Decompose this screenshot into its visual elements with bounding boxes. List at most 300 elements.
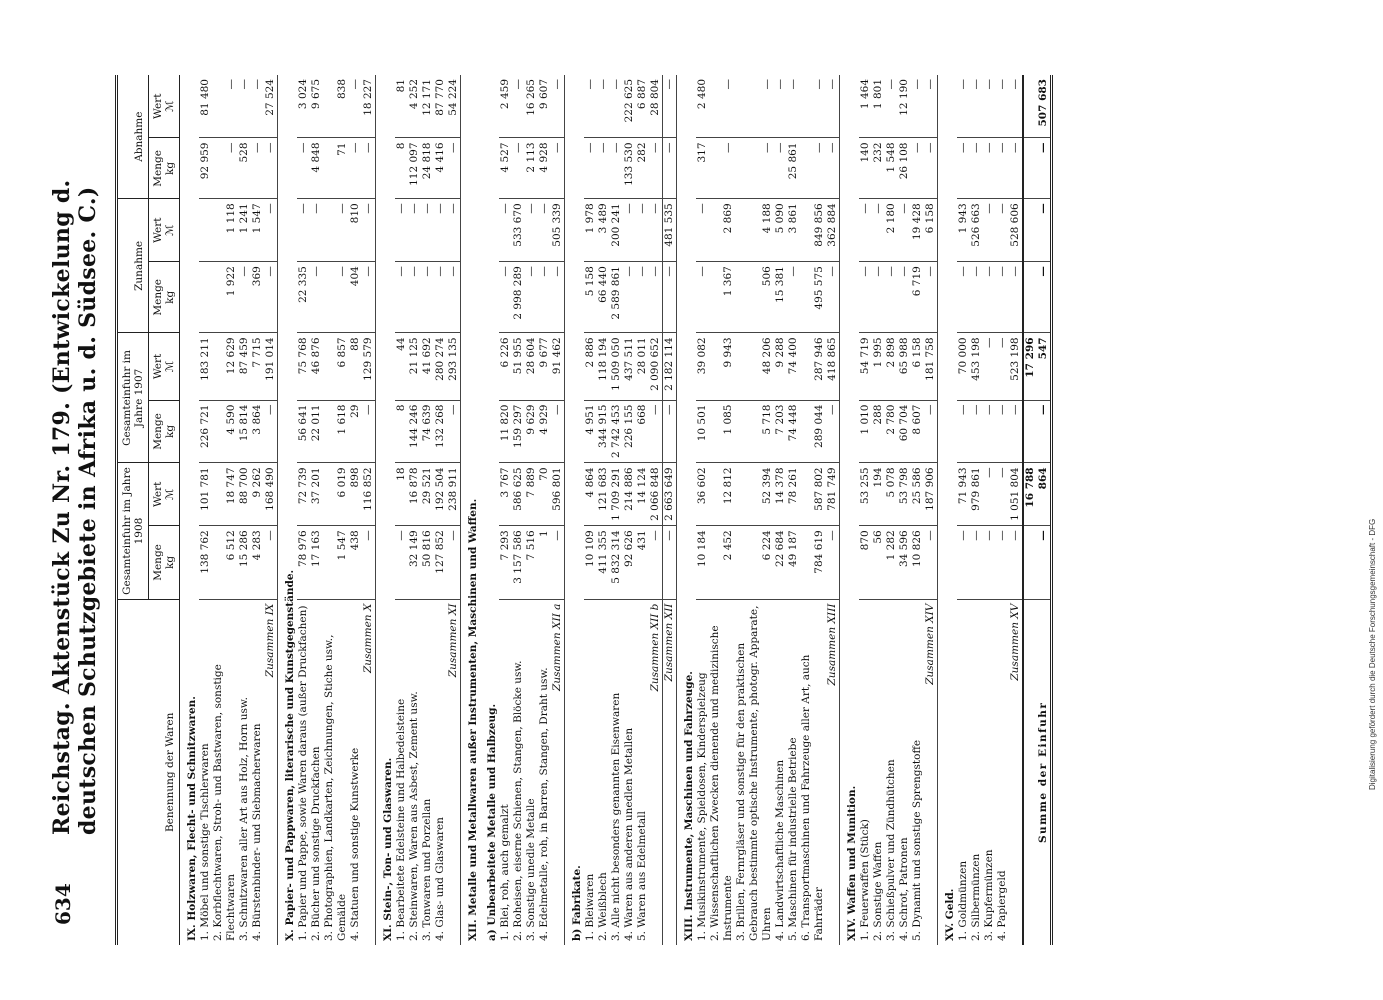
row-description: 2. Bücher und sonstige Druckfachen — [310, 746, 322, 941]
table-row — [499, 75, 512, 945]
table-row — [310, 75, 323, 945]
column-header-zunahme: Zunahme — [117, 199, 149, 333]
table-cell: — — [434, 199, 447, 262]
table-cell: 5 832 314 — [610, 526, 623, 599]
table-cell: — — [447, 199, 461, 262]
section-heading-row — [376, 75, 396, 945]
subheader-label: Wert — [152, 217, 164, 243]
row-description: 4. Edelmetalle, roh, in Barren, Stangen, Draht usw. — [538, 667, 550, 941]
table-cell: 17 296 547 — [1023, 333, 1052, 400]
table-cell: 7 203 — [774, 400, 787, 463]
table-cell: — — [636, 199, 649, 262]
table-cell: 9 629 — [525, 400, 538, 463]
table-cell: 56 641 — [297, 400, 310, 463]
page-number: 634 — [51, 883, 75, 925]
subheader-label: Menge — [152, 544, 164, 581]
table-cell: 187 906 — [924, 463, 938, 526]
table-cell: — — [983, 400, 996, 463]
section-heading-row — [278, 75, 298, 945]
table-cell: 78 261 — [787, 463, 800, 526]
table-cell: 12 171 — [421, 75, 434, 138]
subtotal-row — [264, 75, 278, 945]
subtotal-row — [649, 75, 663, 945]
subtotal-row — [551, 75, 565, 945]
subtotal-row — [826, 75, 840, 945]
column-subheader-menge — [149, 526, 180, 599]
table-cell: 32 149 — [408, 526, 421, 599]
table-cell: 9 607 — [538, 75, 551, 138]
table-cell: 3 489 — [597, 199, 610, 262]
table-cell: 1 464 — [859, 75, 872, 138]
subheader-label: Wert — [152, 353, 164, 380]
table-cell: 28 604 — [525, 333, 538, 400]
table-cell: 70 000 — [957, 333, 970, 400]
table-cell: — — [649, 199, 663, 262]
table-cell: — — [623, 262, 636, 333]
table-row — [709, 75, 735, 945]
table-cell: — — [551, 400, 565, 463]
table-cell: 404 — [349, 262, 362, 333]
table-cell: 8 607 — [911, 400, 924, 463]
table-cell: — — [996, 138, 1009, 199]
row-description: a) Unbearbeitete Metalle und Halbzeug. — [486, 703, 498, 941]
table-cell: 526 663 — [970, 199, 983, 262]
table-cell: — — [362, 199, 376, 262]
table-cell: — — [212, 75, 238, 138]
table-cell: — — [996, 199, 1009, 262]
table-cell: — — [499, 262, 512, 333]
table-cell: 453 198 — [970, 333, 983, 400]
table-cell: 29 521 — [421, 463, 434, 526]
table-cell: 22 335 — [297, 262, 310, 333]
table-cell: — — [525, 262, 538, 333]
column-header-1907: Gesamteinfuhr im Jahre 1907 — [117, 333, 149, 463]
table-cell: — — [251, 138, 264, 199]
page-header — [35, 65, 101, 945]
table-cell: 8 — [395, 400, 408, 463]
table-cell: 26 108 — [898, 138, 911, 199]
table-cell: — — [826, 400, 840, 463]
table-cell: 362 884 — [826, 199, 840, 262]
table-cell: 116 852 — [362, 463, 376, 526]
table-cell: — — [911, 138, 924, 199]
table-cell: 200 241 — [610, 199, 623, 262]
subheader-unit: ℳ — [164, 224, 176, 236]
row-description: 2. Silbermünzen — [970, 853, 982, 941]
table-cell: 44 — [395, 333, 408, 400]
table-cell: 118 194 — [597, 333, 610, 400]
table-cell: 2 663 649 — [663, 463, 677, 526]
table-cell: 533 670 — [512, 199, 525, 262]
table-cell: — — [774, 138, 787, 199]
table-cell: — — [264, 199, 278, 262]
table-cell: — — [826, 262, 840, 333]
table-cell: 1 801 — [872, 75, 885, 138]
row-description: Summe der Einfuhr — [1023, 599, 1052, 945]
table-cell: — — [911, 75, 924, 138]
table-cell: — — [525, 199, 538, 262]
table-cell: 34 596 — [898, 526, 911, 599]
table-cell: 6 226 — [499, 333, 512, 400]
table-cell: 53 798 — [898, 463, 911, 526]
section-heading-row — [480, 75, 499, 945]
table-cell: — — [696, 199, 709, 262]
table-cell: — — [362, 262, 376, 333]
table-cell: 4 590 — [212, 400, 238, 463]
table-cell: 287 946 — [800, 333, 826, 400]
table-cell: — — [264, 526, 278, 599]
table-cell: 849 856 — [800, 199, 826, 262]
table-cell: 1 618 — [323, 400, 349, 463]
table-cell: 1 282 — [885, 526, 898, 599]
subtotal-row — [447, 75, 461, 945]
row-description: XV. Geld. — [944, 888, 956, 941]
row-description: Zusammen XII — [663, 599, 677, 945]
table-cell: — — [447, 526, 461, 599]
table-cell: 586 625 — [512, 463, 525, 526]
table-cell: — — [826, 75, 840, 138]
table-cell: — — [983, 333, 996, 400]
row-description: 2. Weißblech — [597, 872, 609, 941]
table-body — [180, 75, 1052, 945]
table-cell: 112 097 — [408, 138, 421, 199]
table-cell: — — [898, 262, 911, 333]
row-description: 4. Statuen und sonstige Kunstwerke — [349, 747, 361, 941]
row-description: XI. Stein-, Ton- und Glaswaren. — [382, 757, 394, 941]
table-cell: 12 812 — [709, 463, 735, 526]
section-heading-row — [180, 75, 200, 945]
table-cell: — — [1023, 400, 1052, 463]
table-cell: 88 700 — [238, 463, 251, 526]
row-description: 3. Photographien, Landkarten, Zeichnungen, Stiche usw., Gemälde — [323, 634, 348, 941]
table-cell: — — [709, 138, 735, 199]
table-cell: 1 085 — [709, 400, 735, 463]
table-cell: 71 943 — [957, 463, 970, 526]
table-cell: — — [362, 138, 376, 199]
table-cell: — — [970, 526, 983, 599]
table-cell: 15 381 — [774, 262, 787, 333]
table-cell: 92 626 — [623, 526, 636, 599]
subheader-label: Menge — [152, 278, 164, 316]
row-description: 4. Schrot, Patronen — [898, 837, 910, 941]
subheader-unit: kg — [164, 555, 176, 569]
table-cell: 4 283 — [251, 526, 264, 599]
table-cell: 2 886 — [584, 333, 597, 400]
table-cell: — — [538, 199, 551, 262]
table-cell: — — [663, 262, 677, 333]
table-cell: 27 524 — [264, 75, 278, 138]
table-cell: 1 943 — [957, 199, 970, 262]
grand-total-row — [1023, 75, 1052, 945]
row-description: 5. Maschinen für industrielle Betriebe — [787, 737, 799, 941]
table-cell: 29 — [349, 400, 362, 463]
table-cell: 495 575 — [800, 262, 826, 333]
table-cell: — — [251, 75, 264, 138]
table-cell: 4 416 — [434, 138, 447, 199]
row-description: Zusammen XV — [1009, 599, 1023, 945]
table-cell: 4 252 — [408, 75, 421, 138]
table-cell: — — [735, 138, 774, 199]
table-cell: — — [996, 75, 1009, 138]
table-cell: 191 014 — [264, 333, 278, 400]
table-cell: 18 227 — [362, 75, 376, 138]
table-cell: 48 206 — [735, 333, 774, 400]
table-cell: — — [996, 526, 1009, 599]
table-cell: 70 — [538, 463, 551, 526]
table-row — [395, 75, 408, 945]
table-cell: — — [395, 526, 408, 599]
table-row — [623, 75, 636, 945]
table-cell: 81 480 — [199, 75, 212, 138]
table-cell: 10 826 — [911, 526, 924, 599]
subtotal-row — [1009, 75, 1023, 945]
table-cell: — — [649, 138, 663, 199]
table-cell: 49 187 — [787, 526, 800, 599]
row-description: XIII. Instrumente, Maschinen und Fahrzeuge. — [683, 671, 695, 941]
table-cell: 129 579 — [362, 333, 376, 400]
table-cell: — — [264, 138, 278, 199]
table-cell: 92 959 — [199, 138, 212, 199]
table-cell: 810 — [349, 199, 362, 262]
table-cell: — — [859, 262, 872, 333]
row-description: 2. Korbflechtwaren, Stroh- und Bastwaren, sonstige Flechtwaren — [212, 664, 237, 941]
table-cell: 11 820 — [499, 400, 512, 463]
table-cell: 25 861 — [787, 138, 800, 199]
table-cell: 1 548 — [885, 138, 898, 199]
table-cell: — — [663, 526, 677, 599]
subheader-unit: ℳ — [164, 100, 176, 112]
table-cell: — — [538, 262, 551, 333]
table-cell: — — [924, 400, 938, 463]
table-cell: — — [663, 400, 677, 463]
table-cell: 4 928 — [538, 138, 551, 199]
table-cell: 668 — [636, 400, 649, 463]
table-row — [636, 75, 649, 945]
table-cell: 2 480 — [696, 75, 709, 138]
table-row — [349, 75, 362, 945]
row-description: 3. Schießpulver und Zündhütchen — [885, 759, 897, 941]
table-cell: 66 440 — [597, 262, 610, 333]
row-description: 1. Bearbeitete Edelsteine und Halbedelsteine — [395, 698, 407, 941]
table-cell: — — [447, 400, 461, 463]
table-cell: — — [610, 75, 623, 138]
table-cell: — — [1023, 138, 1052, 199]
table-cell: 10 109 — [584, 526, 597, 599]
table-cell: 2 113 — [525, 138, 538, 199]
table-cell — [199, 199, 212, 262]
table-cell: — — [649, 400, 663, 463]
subheader-label: Menge — [152, 413, 164, 450]
table-cell: 781 749 — [826, 463, 840, 526]
table-cell: 28 804 — [649, 75, 663, 138]
table-row — [408, 75, 421, 945]
table-cell: — — [774, 75, 787, 138]
table-cell: — — [512, 75, 525, 138]
table-cell: 192 504 — [434, 463, 447, 526]
table-cell: 56 — [872, 526, 885, 599]
table-cell: 17 163 — [310, 526, 323, 599]
column-subheader-wert — [149, 199, 180, 262]
table-cell: — — [957, 526, 970, 599]
row-description: 1. Papier und Pappe, sowie Waren daraus (außer Druckfachen) — [297, 605, 309, 941]
subheader-unit: ℳ — [164, 488, 176, 500]
table-cell: 1 547 — [251, 199, 264, 262]
subtotal-row — [663, 75, 677, 945]
column-subheader-menge — [149, 400, 180, 463]
table-cell: 88 — [349, 333, 362, 400]
table-cell: — — [323, 262, 349, 333]
table-cell: 1 547 — [323, 526, 349, 599]
column-subheader-menge — [149, 262, 180, 333]
table-cell: 784 619 — [800, 526, 826, 599]
table-row — [957, 75, 970, 945]
table-cell: 10 184 — [696, 526, 709, 599]
table-cell: 87 459 — [238, 333, 251, 400]
column-subheader-wert — [149, 463, 180, 526]
table-cell: — — [800, 138, 826, 199]
table-cell: 523 198 — [1009, 333, 1023, 400]
table-cell: 54 719 — [859, 333, 872, 400]
row-description: 6. Transportmaschinen und Fahrzeuge aller Art, auch Fahrräder — [800, 654, 825, 941]
row-description: 3. Kupfermünzen — [983, 849, 995, 941]
table-cell: 317 — [696, 138, 709, 199]
table-row — [735, 75, 774, 945]
table-cell: — — [597, 138, 610, 199]
subheader-unit: kg — [164, 161, 176, 175]
table-cell: — — [957, 400, 970, 463]
table-cell: 91 462 — [551, 333, 565, 400]
row-description: 1. Bleiwaren — [584, 873, 596, 941]
row-description: b) Fabrikate. — [571, 865, 583, 941]
table-cell: 4 929 — [538, 400, 551, 463]
table-cell: 16 878 — [408, 463, 421, 526]
table-cell: — — [983, 526, 996, 599]
column-subheader-menge — [149, 138, 180, 199]
column-subheader-wert — [149, 75, 180, 138]
row-description: IX. Holzwaren, Flecht- und Schnitzwaren. — [186, 696, 198, 941]
table-cell: 3 024 — [297, 75, 310, 138]
column-subheader-wert — [149, 333, 180, 400]
table-cell: 369 — [251, 262, 264, 333]
table-cell: 2 742 453 — [610, 400, 623, 463]
table-cell: 14 124 — [636, 463, 649, 526]
table-cell: 127 852 — [434, 526, 447, 599]
table-cell: 7 516 — [525, 526, 538, 599]
table-cell: 3 157 586 — [512, 526, 525, 599]
table-cell: 6 158 — [924, 199, 938, 262]
table-row — [538, 75, 551, 945]
table-cell: — — [1009, 526, 1023, 599]
table-cell: 6 512 — [212, 526, 238, 599]
table-cell: — — [349, 138, 362, 199]
row-description: 4. Glas- und Glaswaren — [434, 817, 446, 941]
row-description: Zusammen XII a — [551, 599, 565, 945]
table-cell: 9 288 — [774, 333, 787, 400]
table-cell: 528 606 — [1009, 199, 1023, 262]
table-cell: 144 246 — [408, 400, 421, 463]
table-cell: — — [970, 262, 983, 333]
row-description: 1. Musikinstrumente, Spieldosen, Kinderspielzeug — [696, 672, 708, 941]
subheader-label: Menge — [152, 150, 164, 187]
table-row — [434, 75, 447, 945]
table-cell: 411 355 — [597, 526, 610, 599]
table-cell: — — [996, 333, 1009, 400]
section-heading-row — [938, 75, 958, 945]
table-row — [696, 75, 709, 945]
table-cell: — — [924, 138, 938, 199]
table-cell: 12 629 — [212, 333, 238, 400]
table-cell: 60 704 — [898, 400, 911, 463]
table-cell: 2 182 114 — [663, 333, 677, 400]
table-cell: 87 770 — [434, 75, 447, 138]
table-cell: 6 857 — [323, 333, 349, 400]
table-cell: — — [310, 199, 323, 262]
table-cell: 4 527 — [499, 138, 512, 199]
table-cell: — — [421, 262, 434, 333]
table-cell: — — [1009, 400, 1023, 463]
table-cell: — — [898, 199, 911, 262]
table-cell: 12 190 — [898, 75, 911, 138]
row-description: Zusammen IX — [264, 599, 278, 945]
table-cell: 2 459 — [499, 75, 512, 138]
table-cell: 2 180 — [885, 199, 898, 262]
table-row — [774, 75, 787, 945]
table-cell: — — [663, 138, 677, 199]
table-cell: — — [983, 463, 996, 526]
table-cell: 437 511 — [623, 333, 636, 400]
table-cell: 3 861 — [787, 199, 800, 262]
table-cell: 431 — [636, 526, 649, 599]
table-cell: 438 — [349, 526, 362, 599]
table-cell: — — [362, 400, 376, 463]
table-row — [970, 75, 983, 945]
table-cell: 596 801 — [551, 463, 565, 526]
table-cell: 6 719 — [911, 262, 924, 333]
table-cell: 52 394 — [735, 463, 774, 526]
subtotal-row — [924, 75, 938, 945]
table-cell: 5 158 — [584, 262, 597, 333]
table-cell: 288 — [872, 400, 885, 463]
table-cell: — — [238, 262, 251, 333]
table-row — [983, 75, 996, 945]
row-description: 5. Waren aus Edelmetall — [636, 811, 648, 941]
table-cell: 8 — [395, 138, 408, 199]
subheader-unit: kg — [164, 290, 176, 304]
table-cell: 54 224 — [447, 75, 461, 138]
table-row — [421, 75, 434, 945]
table-cell: — — [212, 138, 238, 199]
table-cell: — — [551, 262, 565, 333]
table-cell: 16 265 — [525, 75, 538, 138]
table-cell: 1 367 — [709, 262, 735, 333]
table-cell: — — [859, 199, 872, 262]
column-header-description: Benennung der Waren — [117, 599, 180, 945]
column-header-1908: Gesamteinfuhr im Jahre 1908 — [117, 463, 149, 599]
table-cell: — — [408, 262, 421, 333]
row-description: 2. Sonstige Waffen — [872, 841, 884, 941]
table-cell: — — [872, 199, 885, 262]
table-cell: — — [983, 75, 996, 138]
table-cell: — — [447, 138, 461, 199]
row-description: 4. Waren aus anderen unedlen Metallen — [623, 727, 635, 941]
table-cell: — — [551, 526, 565, 599]
table-cell: — — [709, 75, 735, 138]
table-cell: 1 — [538, 526, 551, 599]
table-cell: — — [663, 75, 677, 138]
table-cell: — — [362, 526, 376, 599]
document-title: Reichstag. Aktenstück Zu Nr. 179. (Entwickelung d. deutschen Schutzgebiete in Afrika u. d. Südsee. C.) — [49, 179, 101, 835]
table-cell: — — [826, 526, 840, 599]
